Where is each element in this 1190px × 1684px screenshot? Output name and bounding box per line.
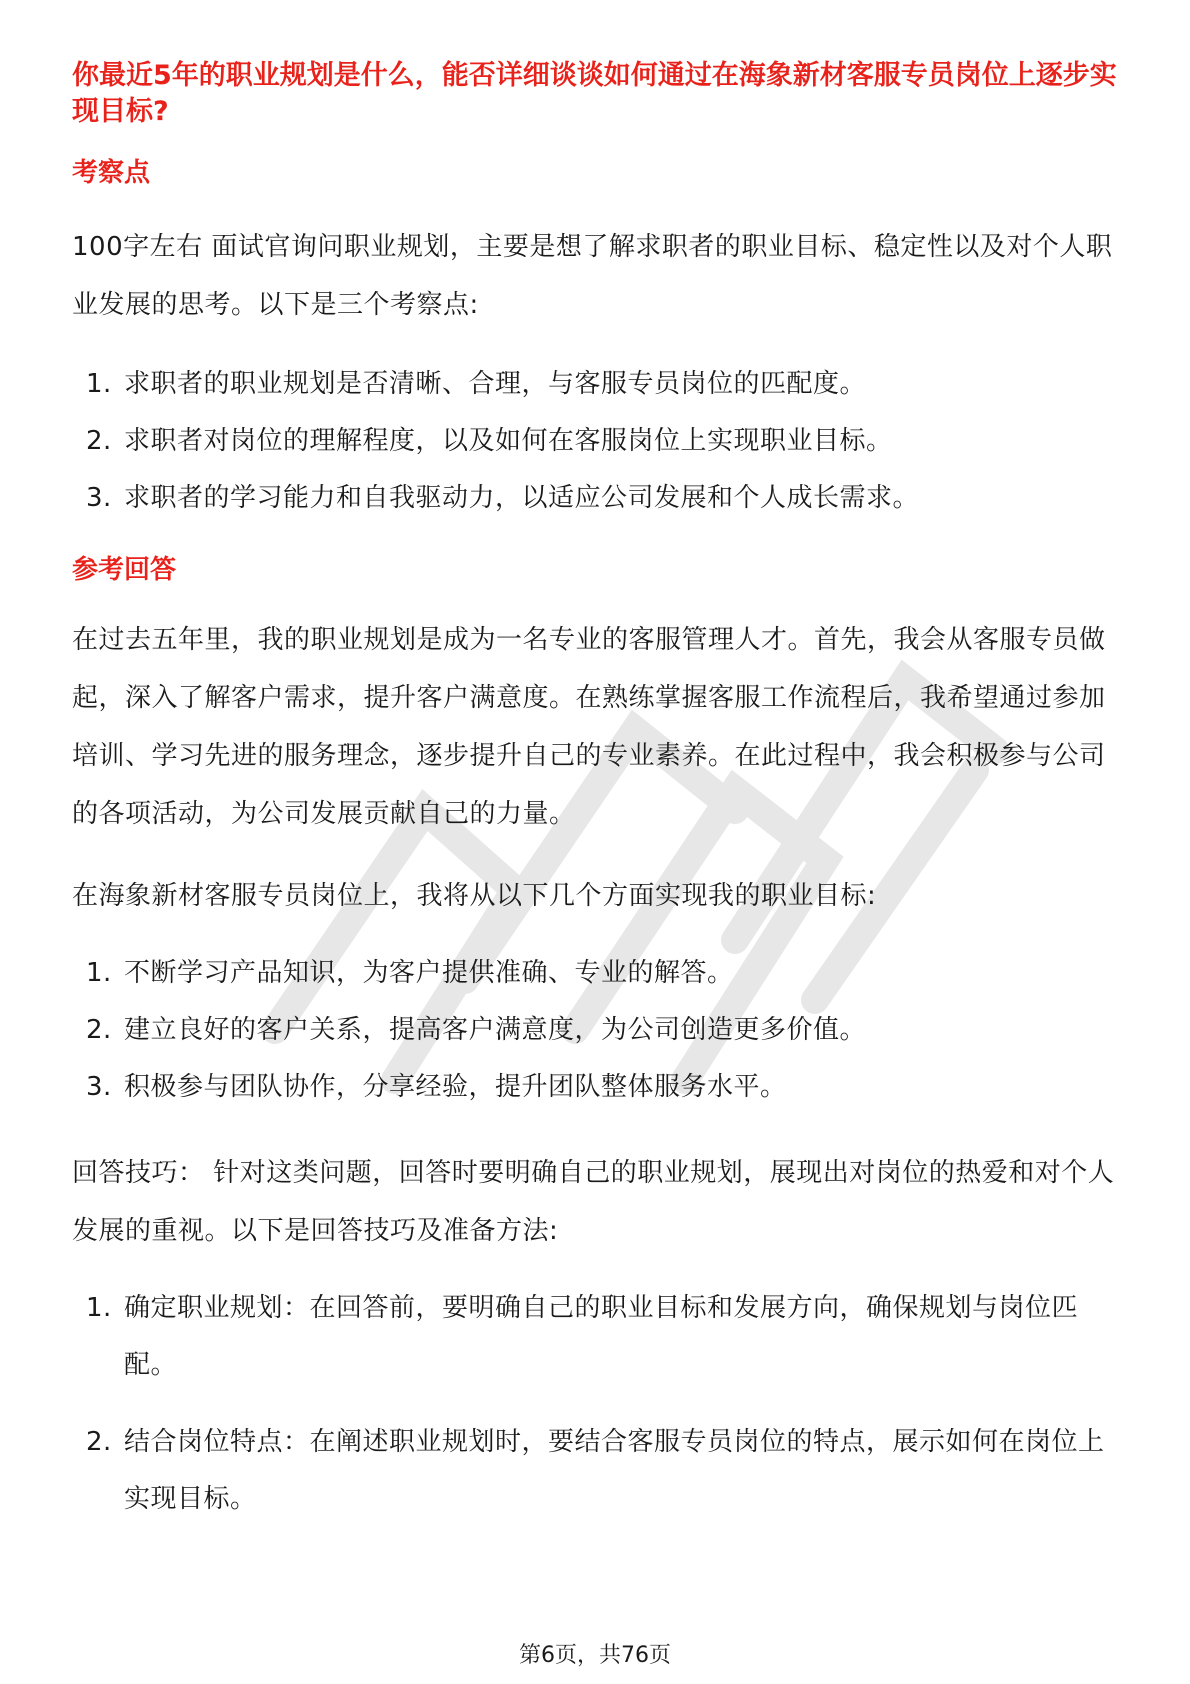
list-text: 不断学习产品知识，为客户提供准确、专业的解答。 xyxy=(124,958,734,988)
answer-paragraph-2: 在海象新材客服专员岗位上，我将从以下几个方面实现我的职业目标: xyxy=(72,881,877,911)
list-item xyxy=(72,1414,1122,1528)
list-item xyxy=(72,356,1122,413)
tips-intro: 回答技巧： 针对这类问题，回答时要明确自己的职业规划，展现出对岗位的热爱和对个人发展的重视。以下是回答技巧及准备方法: xyxy=(72,1158,1115,1246)
list-item xyxy=(72,1280,1122,1394)
list-number: 2. xyxy=(86,426,112,456)
list-number: 1. xyxy=(86,1293,112,1323)
answer-heading: 参考回答 xyxy=(72,555,177,585)
examine-intro: 100字左右 面试官询问职业规划，主要是想了解求职者的职业目标、稳定性以及对个人职业发展的思考。以下是三个考察点: xyxy=(72,232,1113,320)
list-text: 求职者的职业规划是否清晰、合理，与客服专员岗位的匹配度。 xyxy=(124,369,867,399)
answer-list xyxy=(72,945,1122,1116)
list-text: 积极参与团队协作，分享经验，提升团队整体服务水平。 xyxy=(124,1072,787,1102)
list-item xyxy=(72,470,1122,527)
list-number: 2. xyxy=(86,1427,112,1457)
list-number: 3. xyxy=(86,483,112,513)
list-text: 建立良好的客户关系，提高客户满意度，为公司创造更多价值。 xyxy=(124,1015,867,1045)
examine-heading: 考察点 xyxy=(72,158,151,188)
list-text: 确定职业规划：在回答前，要明确自己的职业目标和发展方向，确保规划与岗位匹配。 xyxy=(124,1293,1079,1380)
list-number: 1. xyxy=(86,369,112,399)
page-footer: 第6页，共76页 xyxy=(519,1643,671,1668)
list-number: 1. xyxy=(86,958,112,988)
list-item xyxy=(72,1002,1122,1059)
list-item xyxy=(72,1059,1122,1116)
question-title: 你最近5年的职业规划是什么，能否详细谈谈如何通过在海象新材客服专员岗位上逐步实现目标? xyxy=(72,60,1117,127)
list-number: 2. xyxy=(86,1015,112,1045)
examine-list xyxy=(72,356,1122,527)
list-item xyxy=(72,413,1122,470)
list-text: 求职者的学习能力和自我驱动力，以适应公司发展和个人成长需求。 xyxy=(124,483,920,513)
list-item xyxy=(72,945,1122,1002)
document-page xyxy=(72,58,1122,1528)
list-text: 求职者对岗位的理解程度，以及如何在客服岗位上实现职业目标。 xyxy=(124,426,893,456)
list-number: 3. xyxy=(86,1072,112,1102)
tips-list xyxy=(72,1280,1122,1528)
list-text: 结合岗位特点：在阐述职业规划时，要结合客服专员岗位的特点，展示如何在岗位上实现目标。 xyxy=(124,1427,1105,1514)
answer-paragraph-1: 在过去五年里，我的职业规划是成为一名专业的客服管理人才。首先，我会从客服专员做起，深入了解客户需求，提升客户满意度。在熟练掌握客服工作流程后，我希望通过参加培训、学习先进的服务理念，逐步提升自己的专业素养。在此过程中，我会积极参与公司的各项活动，为公司发展贡献自己的力量。 xyxy=(72,625,1106,829)
